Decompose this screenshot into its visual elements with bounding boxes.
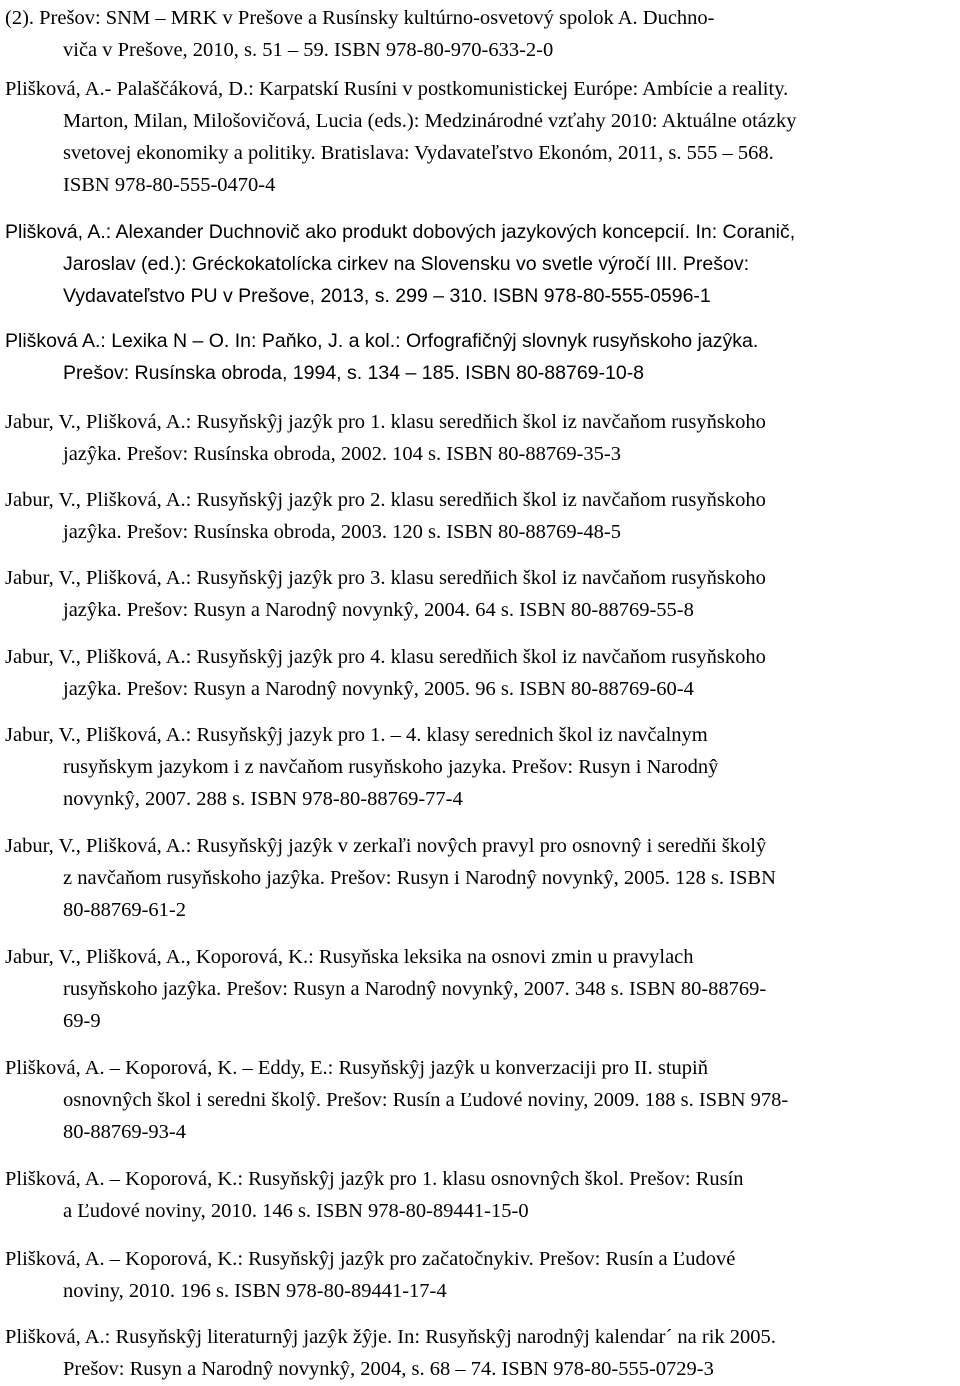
entry-line: Jabur, V., Plišková, A.: Rusyňskŷj jazŷk v zerkaľi novŷch pravyl pro osnovnŷ i seredňi školŷ bbox=[5, 835, 767, 857]
entry-line: Vydavateľstvo PU v Prešove, 2013, s. 299 – 310. ISBN 978-80-555-0596-1 bbox=[63, 285, 711, 307]
entry-line: jazŷka. Prešov: Rusínska obroda, 2003. 120 s. ISBN 80-88769-48-5 bbox=[63, 521, 622, 543]
bibliography-entry-5 bbox=[5, 406, 960, 470]
entry-line: ISBN 978-80-555-0470-4 bbox=[63, 174, 276, 196]
entry-line: Prešov: Rusyn a Narodnŷ novynkŷ, 2004, s. 68 – 74. ISBN 978-80-555-0729-3 bbox=[63, 1358, 714, 1380]
entry-line: z navčaňom rusyňskoho jazŷka. Prešov: Rusyn i Narodnŷ novynkŷ, 2005. 128 s. ISBN bbox=[63, 867, 776, 889]
entry-line: Jabur, V., Plišková, A.: Rusyňskŷj jazŷk pro 1. klasu seredňich škol iz navčaňom rusyňskoho bbox=[5, 411, 766, 433]
bibliography-entry-7 bbox=[5, 562, 960, 626]
bibliography-entry-10 bbox=[5, 830, 960, 926]
bibliography-entry-9 bbox=[5, 719, 960, 815]
entry-line: Jabur, V., Plišková, A.: Rusyňskŷj jazŷk pro 4. klasu seredňich škol iz navčaňom rusyňskoho bbox=[5, 646, 766, 668]
entry-line: noviny, 2010. 196 s. ISBN 978-80-89441-17-4 bbox=[63, 1280, 447, 1302]
entry-line: rusyňskym jazykom i z navčaňom rusyňskoho jazyka. Prešov: Rusyn i Narodnŷ bbox=[63, 756, 719, 778]
entry-line: a Ľudové noviny, 2010. 146 s. ISBN 978-80-89441-15-0 bbox=[63, 1200, 529, 1222]
entry-line: novynkŷ, 2007. 288 s. ISBN 978-80-88769-77-4 bbox=[63, 788, 463, 810]
entry-line: Jabur, V., Plišková, A.: Rusyňskŷj jazŷk pro 2. klasu seredňich škol iz navčaňom rusyňskoho bbox=[5, 489, 766, 511]
entry-line: 69-9 bbox=[63, 1010, 101, 1032]
entry-line: osnovnŷch škol i seredni školŷ. Prešov: Rusín a Ľudové noviny, 2009. 188 s. ISBN 978- bbox=[63, 1089, 789, 1111]
entry-line: Plišková, A.: Alexander Duchnovič ako produkt dobových jazykových koncepcií. In: Coranič, bbox=[5, 221, 796, 243]
entry-line: Plišková, A. – Koporová, K.: Rusyňskŷj jazŷk pro 1. klasu osnovnŷch škol. Prešov: Rusín bbox=[5, 1168, 744, 1190]
bibliography-entry-6 bbox=[5, 484, 960, 548]
bibliography-entry-1 bbox=[5, 2, 960, 66]
entry-line: 80-88769-61-2 bbox=[63, 899, 186, 921]
bibliography-entry-8 bbox=[5, 641, 960, 705]
entry-line: Prešov: Rusínska obroda, 1994, s. 134 – 185. ISBN 80-88769-10-8 bbox=[63, 362, 645, 384]
entry-line: (2). Prešov: SNM – MRK v Prešove a Rusínsky kultúrno-osvetový spolok A. Duchno- bbox=[5, 7, 715, 29]
bibliography-entry-14 bbox=[5, 1243, 960, 1307]
entry-line: jazŷka. Prešov: Rusyn a Narodnŷ novynkŷ, 2005. 96 s. ISBN 80-88769-60-4 bbox=[63, 678, 694, 700]
bibliography-entry-2 bbox=[5, 73, 960, 201]
entry-line: viča v Prešove, 2010, s. 51 – 59. ISBN 978-80-970-633-2-0 bbox=[63, 39, 554, 61]
bibliography-entry-12 bbox=[5, 1052, 960, 1148]
entry-line: rusyňskoho jazŷka. Prešov: Rusyn a Narodnŷ novynkŷ, 2007. 348 s. ISBN 80-88769- bbox=[63, 978, 767, 1000]
entry-line: Plišková, A.: Rusyňskŷj literaturnŷj jazŷk žŷje. In: Rusyňskŷj narodnŷj kalendar´ na rik 2005. bbox=[5, 1326, 776, 1348]
entry-line: Plišková, A. – Koporová, K. – Eddy, E.: Rusyňskŷj jazŷk u konverzaciji pro II. stupiň bbox=[5, 1057, 708, 1079]
entry-line: Jabur, V., Plišková, A., Koporová, K.: Rusyňska leksika na osnovi zmin u pravylach bbox=[5, 946, 694, 968]
entry-line: Plišková, A. – Koporová, K.: Rusyňskŷj jazŷk pro začatočnykiv. Prešov: Rusín a Ľudové bbox=[5, 1248, 736, 1270]
bibliography-entry-13 bbox=[5, 1163, 960, 1227]
entry-line: svetovej ekonomiky a politiky. Bratislava: Vydavateľstvo Ekonóm, 2011, s. 555 – 568. bbox=[63, 142, 774, 164]
entry-line: Jaroslav (ed.): Gréckokatolícka cirkev na Slovensku vo svetle výročí III. Prešov: bbox=[63, 253, 750, 275]
entry-line: Plišková, A.- Palaščáková, D.: Karpatskí Rusíni v postkomunistickej Európe: Ambície a reality. bbox=[5, 78, 789, 100]
entry-line: 80-88769-93-4 bbox=[63, 1121, 186, 1143]
bibliography-entry-3 bbox=[5, 216, 960, 312]
bibliography-entry-11 bbox=[5, 941, 960, 1037]
entry-line: Jabur, V., Plišková, A.: Rusyňskŷj jazyk pro 1. – 4. klasy serednich škol iz navčalnym bbox=[5, 724, 708, 746]
entry-line: jazŷka. Prešov: Rusyn a Narodnŷ novynkŷ, 2004. 64 s. ISBN 80-88769-55-8 bbox=[63, 599, 694, 621]
bibliography-entry-15 bbox=[5, 1321, 960, 1385]
entry-line: Plišková A.: Lexika N – O. In: Paňko, J. a kol.: Orfografičnŷj slovnyk rusyňskoho jazŷka. bbox=[5, 330, 759, 352]
bibliography-entry-4 bbox=[5, 325, 960, 389]
entry-line: Marton, Milan, Milošovičová, Lucia (eds.): Medzinárodné vzťahy 2010: Aktuálne otázky bbox=[63, 110, 797, 132]
entry-line: jazŷka. Prešov: Rusínska obroda, 2002. 104 s. ISBN 80-88769-35-3 bbox=[63, 443, 622, 465]
entry-line: Jabur, V., Plišková, A.: Rusyňskŷj jazŷk pro 3. klasu seredňich škol iz navčaňom rusyňskoho bbox=[5, 567, 766, 589]
